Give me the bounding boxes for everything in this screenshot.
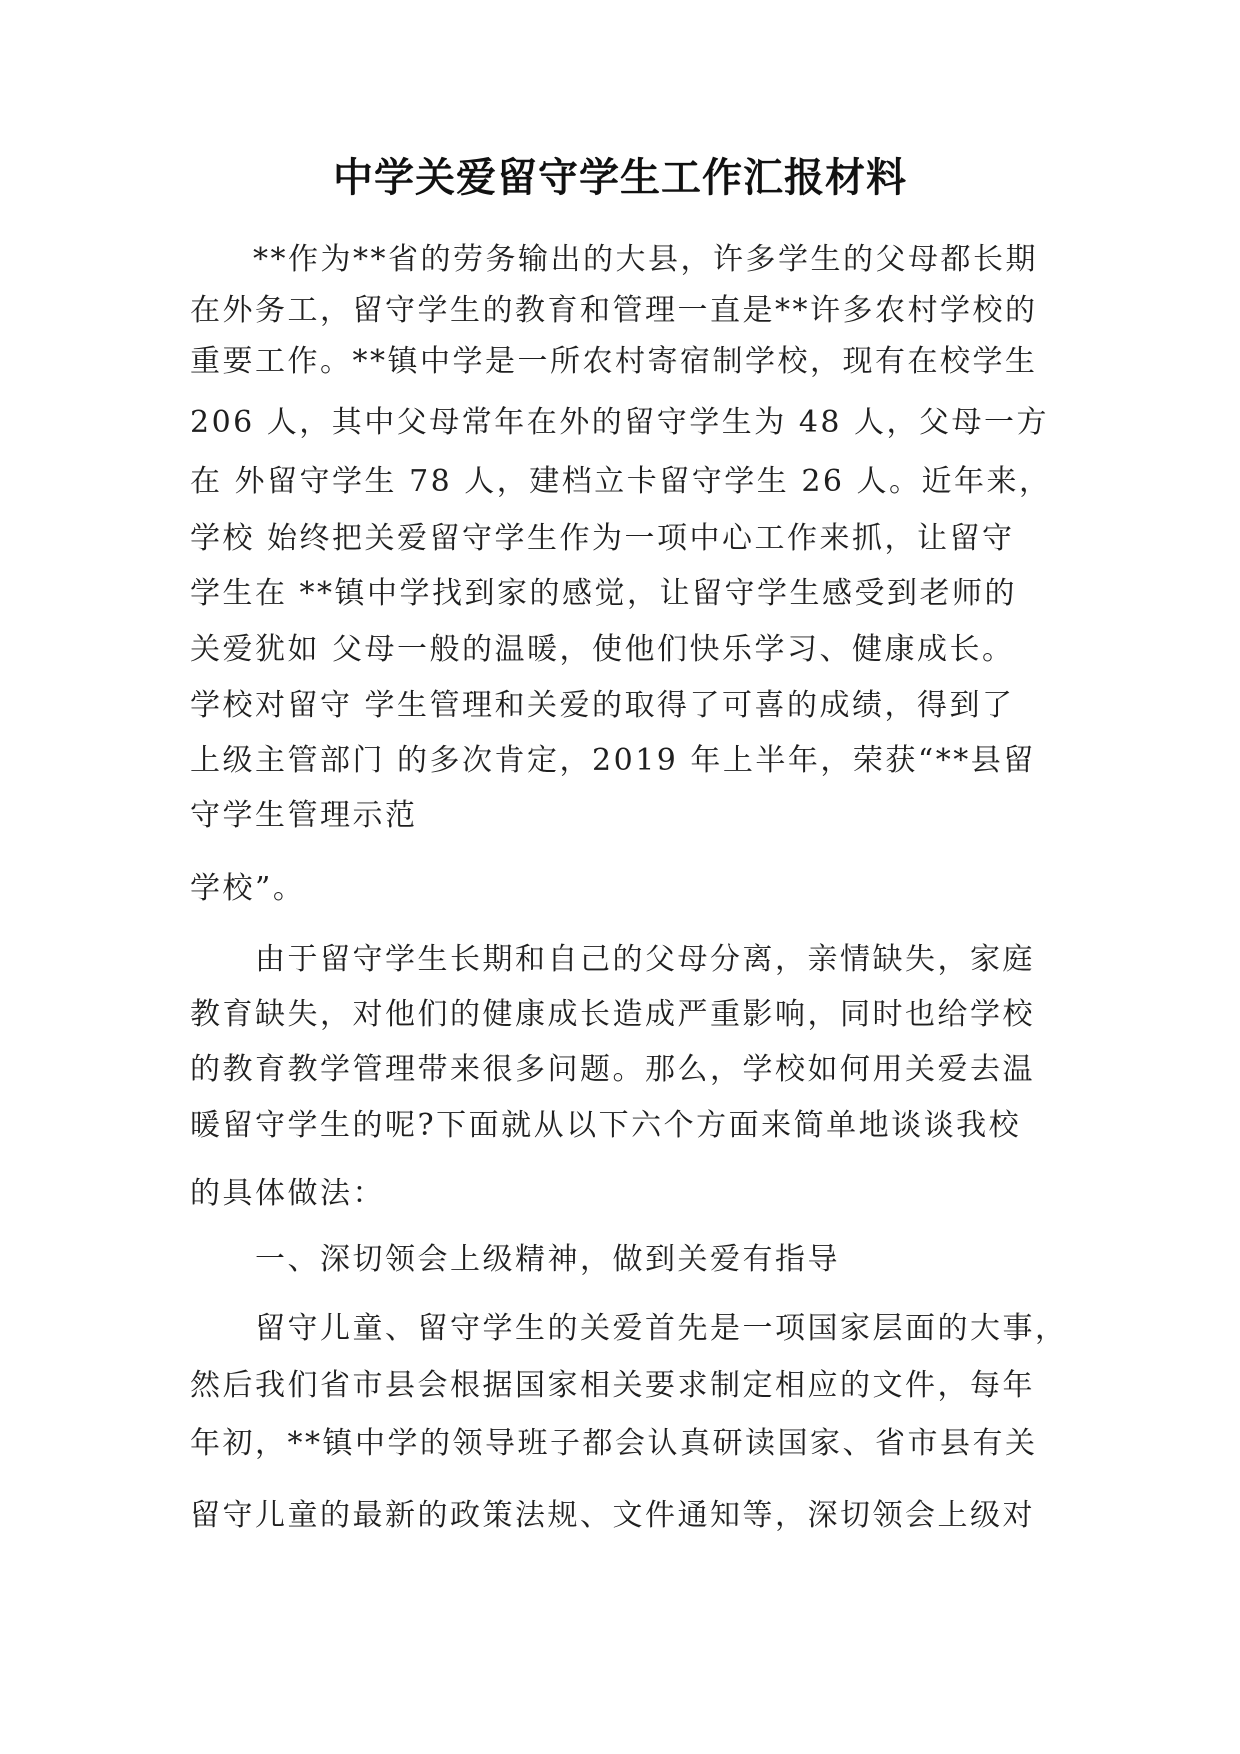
document-title: 中学关爱留守学生工作汇报材料 [333,155,907,201]
paragraph-1-line-6: 学校 始终把关爱留守学生作为一项中心工作来抓，让留守 [190,521,1015,556]
paragraph-1-line-4: 206 人，其中父母常年在外的留守学生为 48 人，父母一方 [190,405,1050,440]
paragraph-3-line-1: 留守儿童、留守学生的关爱首先是一项国家层面的大事， [255,1311,1068,1346]
paragraph-1-line-9: 学校对留守 学生管理和关爱的取得了可喜的成绩，得到了 [190,688,1015,723]
paragraph-2-line-3: 的教育教学管理带来很多问题。那么，学校如何用关爱去温 [190,1052,1035,1087]
paragraph-1-line-10: 上级主管部门 的多次肯定，2019 年上半年，荣获“**县留 [190,743,1036,778]
paragraph-1-line-3: 重要工作。**镇中学是一所农村寄宿制学校，现有在校学生 [190,344,1038,379]
paragraph-2-line-4: 暖留守学生的呢?下面就从以下六个方面来简单地谈谈我校 [190,1108,1022,1143]
paragraph-1-line-7: 学生在 **镇中学找到家的感觉，让留守学生感受到老师的 [190,576,1018,611]
paragraph-3-line-2: 然后我们省市县会根据国家相关要求制定相应的文件，每年 [190,1368,1035,1403]
paragraph-2-line-2: 教育缺失，对他们的健康成长造成严重影响，同时也给学校 [190,997,1035,1032]
paragraph-3-line-4: 留守儿童的最新的政策法规、文件通知等，深切领会上级对 [190,1498,1035,1533]
section-heading-1: 一、深切领会上级精神，做到关爱有指导 [255,1242,840,1277]
paragraph-2-line-1: 由于留守学生长期和自己的父母分离，亲情缺失，家庭 [255,942,1035,977]
paragraph-1-line-1: **作为**省的劳务输出的大县，许多学生的父母都长期 [253,242,1038,277]
paragraph-2-line-5: 的具体做法： [190,1176,385,1211]
paragraph-3-line-3: 年初，**镇中学的领导班子都会认真研读国家、省市县有关 [190,1426,1038,1461]
paragraph-1-line-8: 关爱犹如 父母一般的温暖，使他们快乐学习、健康成长。 [190,632,1015,667]
paragraph-1-line-5: 在 外留守学生 78 人，建档立卡留守学生 26 人。近年来， [190,464,1052,499]
paragraph-1-line-11: 守学生管理示范 [190,798,418,833]
paragraph-1-line-2: 在外务工，留守学生的教育和管理一直是**许多农村学校的 [190,293,1038,328]
paragraph-1-line-12: 学校”。 [190,871,306,906]
